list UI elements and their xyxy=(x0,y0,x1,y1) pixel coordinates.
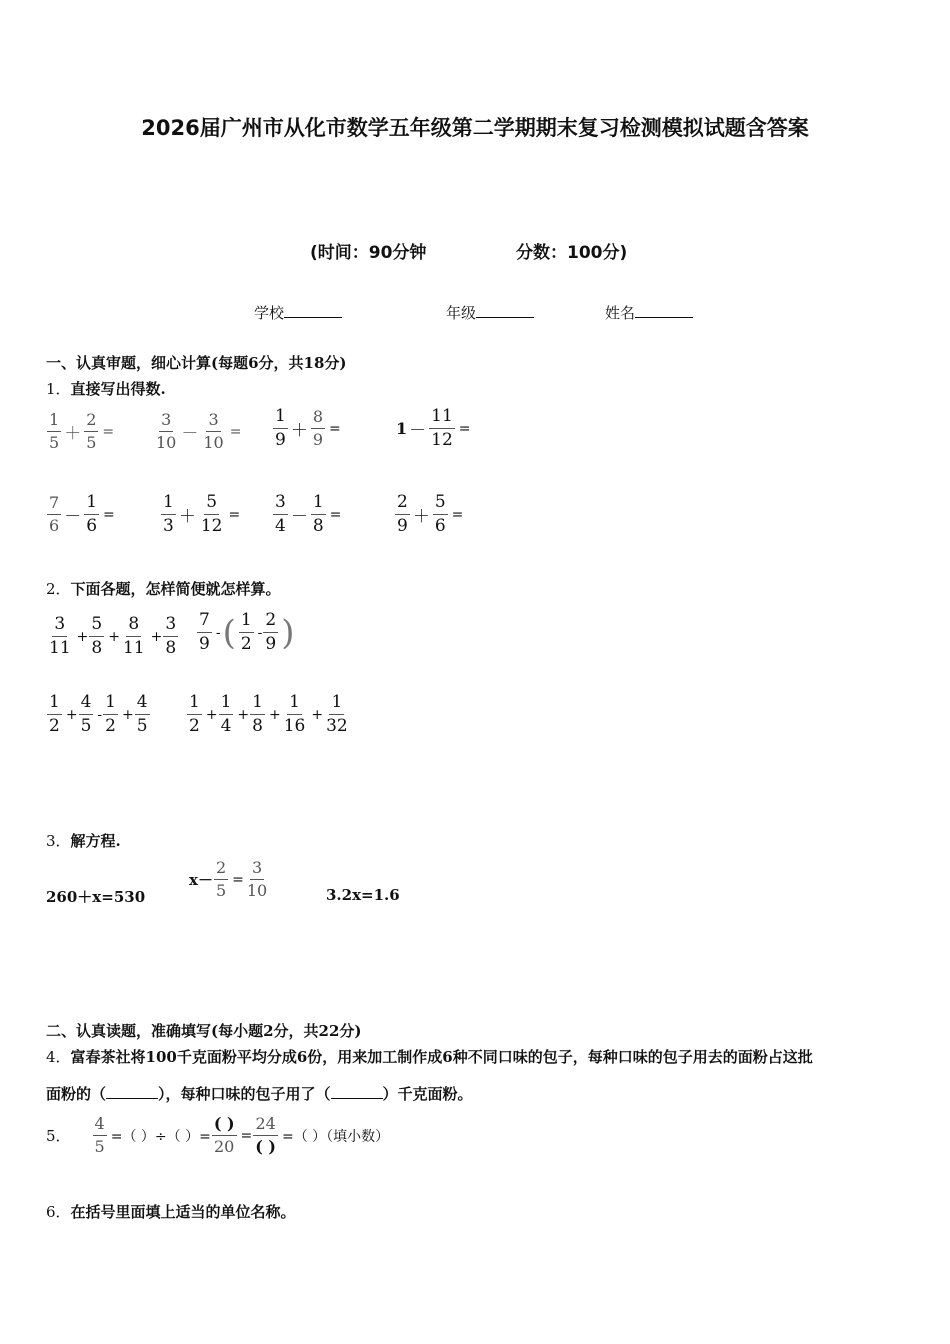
name-blank[interactable] xyxy=(635,303,693,318)
question-number: 3． xyxy=(46,832,71,850)
section2-heading: 二、认真读题，准确填写(每小题2分，共22分) xyxy=(46,1022,362,1040)
fraction: $\frac{5}{12}$ xyxy=(200,492,223,536)
fraction: $\frac{4}{5}$ xyxy=(94,1114,105,1156)
calc-expression: $\frac{1}{5}$ ＋ $\frac{2}{5}$ = xyxy=(49,410,115,452)
question-3 xyxy=(46,830,121,851)
calc-expression: $\frac{1}{9}$ ＋ $\frac{8}{9}$ = xyxy=(275,406,341,450)
fraction: $\frac{8}{9}$ xyxy=(312,407,324,449)
question-number: 6． xyxy=(46,1203,71,1221)
fraction: $\frac{1}{2}$ xyxy=(49,692,60,736)
question-text: 下面各题，怎样简便就怎样算。 xyxy=(70,580,281,598)
fraction: $\frac{1}{2}$ xyxy=(240,610,252,654)
fraction[interactable]: $\frac{( )}{20}$ xyxy=(213,1114,235,1156)
question-1 xyxy=(46,378,166,399)
section1-heading: 一、认真审题，细心计算(每题6分，共18分) xyxy=(46,354,347,372)
fraction: $\frac{2}{5}$ xyxy=(215,858,227,900)
name-field[interactable] xyxy=(605,302,693,323)
question-number: 4． xyxy=(46,1048,71,1066)
document-title: 2026届广州市从化市数学五年级第二学期期末复习检测模拟试题含答案 xyxy=(141,116,809,140)
question-4 xyxy=(46,1046,813,1067)
fraction: $\frac{3}{10}$ xyxy=(203,410,224,452)
fraction: $\frac{8}{11}$ xyxy=(122,614,145,658)
question-text: 富春茶社将100千克面粉平均分成6份，用来加工制作成6种不同口味的包子，每种口味的包子用去的面粉占这批 xyxy=(70,1048,813,1066)
equation-1: 260＋x=530 xyxy=(46,888,146,906)
equation-2: x－ $\frac{2}{5}$ = $\frac{3}{10}$ xyxy=(189,858,268,900)
fraction: $\frac{1}{2}$ xyxy=(105,692,116,736)
question-text: 解方程. xyxy=(70,832,121,850)
fraction: $\frac{3}{11}$ xyxy=(49,614,71,658)
question-text: 在括号里面填上适当的单位名称。 xyxy=(70,1203,296,1221)
calc-expression: $\frac{3}{4}$ － $\frac{1}{8}$ = xyxy=(275,492,342,536)
fraction: $\frac{1}{32}$ xyxy=(326,692,348,736)
calc-expression: $\frac{2}{9}$ ＋ $\frac{5}{6}$ = xyxy=(397,492,464,536)
fraction: $\frac{3}{10}$ xyxy=(156,410,177,452)
fraction: $\frac{7}{9}$ xyxy=(199,610,210,654)
grade-label: 年级 xyxy=(446,304,477,322)
calc-expression: 1 － $\frac{11}{12}$ = xyxy=(396,406,471,450)
fraction: $\frac{3}{10}$ xyxy=(246,858,268,900)
question-number: 2． xyxy=(46,580,71,598)
name-label: 姓名 xyxy=(605,304,636,322)
school-label: 学校 xyxy=(254,304,285,322)
fraction: $\frac{1}{5}$ xyxy=(49,410,60,452)
calc-expression: $\frac{7}{9}$ - ( $\frac{1}{2}$ - $\frac{2}{9}$ ) xyxy=(199,610,295,654)
question-6 xyxy=(46,1201,296,1222)
calc-expression: $\frac{3}{10}$ － $\frac{3}{10}$ = xyxy=(156,410,242,452)
fraction: $\frac{3}{4}$ xyxy=(275,492,286,536)
fraction: $\frac{1}{2}$ xyxy=(189,692,200,736)
fraction: $\frac{4}{5}$ xyxy=(136,692,148,736)
fraction: $\frac{5}{8}$ xyxy=(91,614,103,658)
question-text: 直接写出得数. xyxy=(70,380,166,398)
fraction: $\frac{7}{6}$ xyxy=(49,493,60,535)
fraction: $\frac{1}{16}$ xyxy=(283,692,306,736)
calc-expression: $\frac{1}{2}$ + $\frac{1}{4}$ + $\frac{1}{8}$ + $\frac{1}{16}$ + $\frac{1}{32}$ xyxy=(189,692,348,736)
exam-time: (时间：90分钟 xyxy=(310,243,427,263)
question-5: 5． $\frac{4}{5}$ =（ ）÷（ ）= $\frac{( )}{20}$ = $\frac{24}{( )}$ =（ ）（填小数） xyxy=(46,1114,390,1156)
fraction: $\frac{2}{5}$ xyxy=(86,410,97,452)
fraction: $\frac{1}{3}$ xyxy=(163,492,174,536)
answer-blank[interactable] xyxy=(331,1084,383,1099)
calc-expression: $\frac{1}{2}$ + $\frac{4}{5}$ - $\frac{1}{2}$ + $\frac{4}{5}$ xyxy=(49,692,148,736)
question-number: 5． xyxy=(46,1127,71,1145)
fraction[interactable]: $\frac{24}{( )}$ xyxy=(255,1114,276,1156)
fraction: $\frac{1}{6}$ xyxy=(86,492,98,536)
fraction: $\frac{1}{9}$ xyxy=(275,406,286,450)
grade-field[interactable] xyxy=(446,302,534,323)
equation-3: 3.2x=1.6 xyxy=(326,886,400,904)
question-4-line2: 面粉的（ ），每种口味的包子用了（ ）千克面粉。 xyxy=(46,1085,473,1103)
calc-expression: $\frac{3}{11}$ + $\frac{5}{8}$ + $\frac{8}{11}$ + $\frac{3}{8}$ xyxy=(49,614,177,658)
calc-expression: $\frac{7}{6}$ － $\frac{1}{6}$ = xyxy=(49,492,115,536)
calc-expression: $\frac{1}{3}$ ＋ $\frac{5}{12}$ = xyxy=(163,492,241,536)
answer-blank[interactable] xyxy=(106,1084,158,1099)
fraction: $\frac{5}{6}$ xyxy=(434,492,446,536)
fraction: $\frac{1}{8}$ xyxy=(312,492,324,536)
fraction: $\frac{1}{8}$ xyxy=(252,692,263,736)
fraction: $\frac{11}{12}$ xyxy=(431,406,453,450)
fraction: $\frac{2}{9}$ xyxy=(265,610,277,654)
school-blank[interactable] xyxy=(284,303,342,318)
question-number: 1． xyxy=(46,380,71,398)
question-2 xyxy=(46,578,281,599)
exam-score: 分数：100分) xyxy=(516,243,628,263)
fraction: $\frac{3}{8}$ xyxy=(165,614,177,658)
fraction: $\frac{4}{5}$ xyxy=(80,692,92,736)
school-field[interactable] xyxy=(254,302,342,323)
fraction: $\frac{2}{9}$ xyxy=(397,492,408,536)
fraction: $\frac{1}{4}$ xyxy=(220,692,232,736)
grade-blank[interactable] xyxy=(476,303,534,318)
